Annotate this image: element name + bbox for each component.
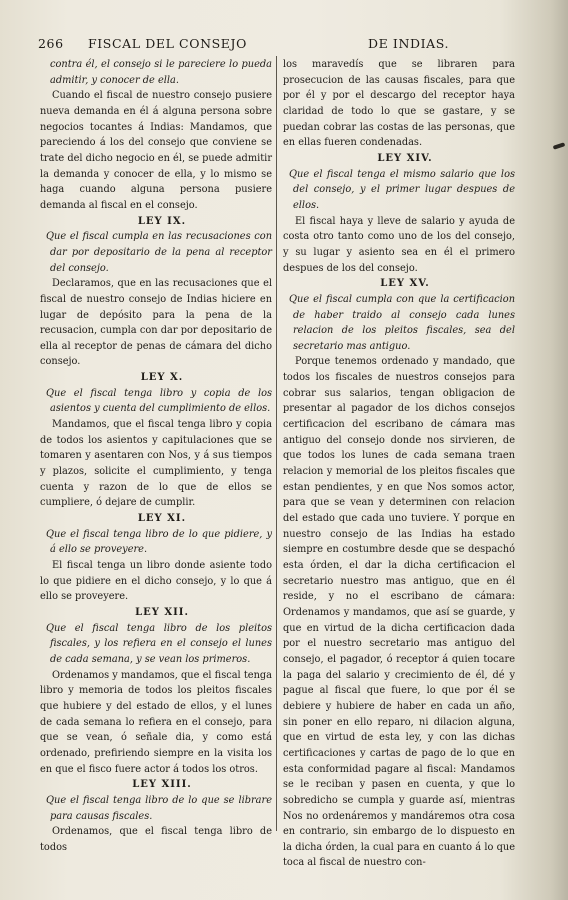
- paragraph: Ordenamos, que el fiscal tenga libro de todos: [40, 826, 272, 853]
- paragraph: El fiscal tenga un libro donde asiente todo lo que pidiere en el dicho consejo, y lo que á ello se proveyere.: [40, 560, 272, 603]
- ink-mark: [553, 142, 566, 150]
- law-heading: LEY XIV.: [377, 152, 433, 164]
- header-title-right: DE INDIAS.: [368, 36, 450, 51]
- law-summary: Que el fiscal cumpla con que la certificacion de haber traido al consejo cada lunes relacion de los pleitos fiscales, sea del secretario mas antiguo.: [289, 293, 515, 352]
- law-heading: LEY XII.: [135, 606, 189, 618]
- column-divider: [276, 56, 277, 831]
- page-number: 266: [38, 36, 64, 51]
- law-heading: LEY XI.: [137, 513, 187, 525]
- law-summary: Que el fiscal cumpla en las recusaciones con dar por depositario de la pena al receptor del consejo.: [46, 231, 272, 274]
- law-summary: contra él, el consejo si le pareciere lo pueda admitir, y conocer de ella.: [50, 59, 272, 86]
- law-summary: Que el fiscal tenga libro y copia de los asientos y cuenta del cumplimiento de ellos.: [46, 387, 272, 415]
- paragraph: Porque tenemos ordenado y mandado, que todos los fiscales de nuestros consejos para cobrar sus salarios, tengan obligacion de presentar al pagador de los dichos consejos certificacion del escribano de cámara mas antiguo del consejo donde nos sirvieren, de que todos los lunes de cada semana traen relacion y memorial de los pleitos fiscales que estan pendientes, y en que Nos somos actor, para que se vean y determinen con relacion del estado que cada uno tuviere. Y porque en nuestro consejo de las Indias ha estado siempre en costumbre desde que se despachó esta órden, el dar la dicha certificacion el secretario nuestro mas antiguo, que en él reside, y no el escribano de cámara: Ordenamos y mandamos, que así se guarde, y que en virtud de la dicha certificacion dada por el nuestro secretario mas antiguo del consejo, el pagador, ó receptor á quien tocare la paga del salario y crecimiento de él, dé y pague al fiscal que fuere, lo que por él se debiere y hubiere de haber en cada un año, sin poner en ello reparo, ni dilacion alguna, que en virtud de esta ley, y con las dichas certificaciones y cartas de pago de lo que en esta conformidad pagare al fiscal: Mandamos se le reciban y pasen en cuenta, y que lo sobredicho se cumpla y guarde así, mientras Nos no ordenáremos y mandáremos otra cosa en contrario, sin embargo de lo dispuesto en la dicha órden, la cual para en cuanto á lo que toca al fiscal de nuestro con-: [283, 356, 515, 869]
- paragraph: los maravedís que se libraren para prosecucion de las causas fiscales, para que por él y por el descargo del receptor haya claridad de todo lo que se gastare, y se puedan cobrar las costas de las personas, que en ellas fueren condenadas.: [283, 59, 515, 149]
- header-title-left: FISCAL DEL CONSEJO: [88, 36, 247, 51]
- law-summary: Que el fiscal tenga el mismo salario que los del consejo, y el primer lugar despues de ellos.: [289, 168, 515, 211]
- law-summary: Que el fiscal tenga libro de lo que pidiere, y á ello se proveyere.: [46, 528, 272, 556]
- running-header: [38, 36, 478, 54]
- paragraph: Ordenamos y mandamos, que el fiscal tenga libro y memoria de todos los pleitos fiscales que hubiere y del estado de ellos, y el lunes de cada semana lo refiera en el consejo, para que se vean, ó señale dia, y como está ordenado, prefiriendo siempre en la visita los en que el fisco fuere actor á todos los otros.: [40, 669, 272, 775]
- law-heading: LEY XIII.: [132, 779, 192, 791]
- paragraph: Cuando el fiscal de nuestro consejo pusiere nueva demanda en él á alguna persona sobre negocios tocantes á Indias: Mandamos, que pareciendo á los del consejo que conviene se trate del dicho negocio en él, se puede admitir la demanda y conocer de ella, y lo mismo se haga cuando alguna persona pusiere demanda al fiscal en el consejo.: [40, 90, 272, 211]
- law-summary: Que el fiscal tenga libro de los pleitos fiscales, y los refiera en el consejo el lunes de cada semana, y se vean los primeros.: [46, 622, 272, 665]
- left-column: [40, 57, 272, 855]
- paragraph: El fiscal haya y lleve de salario y ayuda de costa otro tanto como uno de los del consejo, y su lugar y asiento sea en él el primero despues de los del consejo.: [283, 215, 515, 274]
- paragraph: Mandamos, que el fiscal tenga libro y copia de todos los asientos y capitulaciones que se tomaren y asentaren con Nos, y á sus tiempos y plazos, solicite el cumplimiento, y tenga cuenta y razon de lo que de ellos se cumpliere, ó dejare de cumplir.: [40, 419, 272, 509]
- paragraph: Declaramos, que en las recusaciones que el fiscal de nuestro consejo de Indias hiciere en lugar de depósito para la pena de la recusacion, cumpla con dar por depositario de ella al receptor de penas de cámara del dicho consejo.: [40, 278, 272, 368]
- right-column: [283, 57, 515, 871]
- law-summary: Que el fiscal tenga libro de lo que se librare para causas fiscales.: [46, 794, 272, 822]
- law-heading: LEY X.: [140, 372, 184, 384]
- law-heading: LEY IX.: [137, 215, 187, 227]
- law-heading: LEY XV.: [380, 278, 430, 290]
